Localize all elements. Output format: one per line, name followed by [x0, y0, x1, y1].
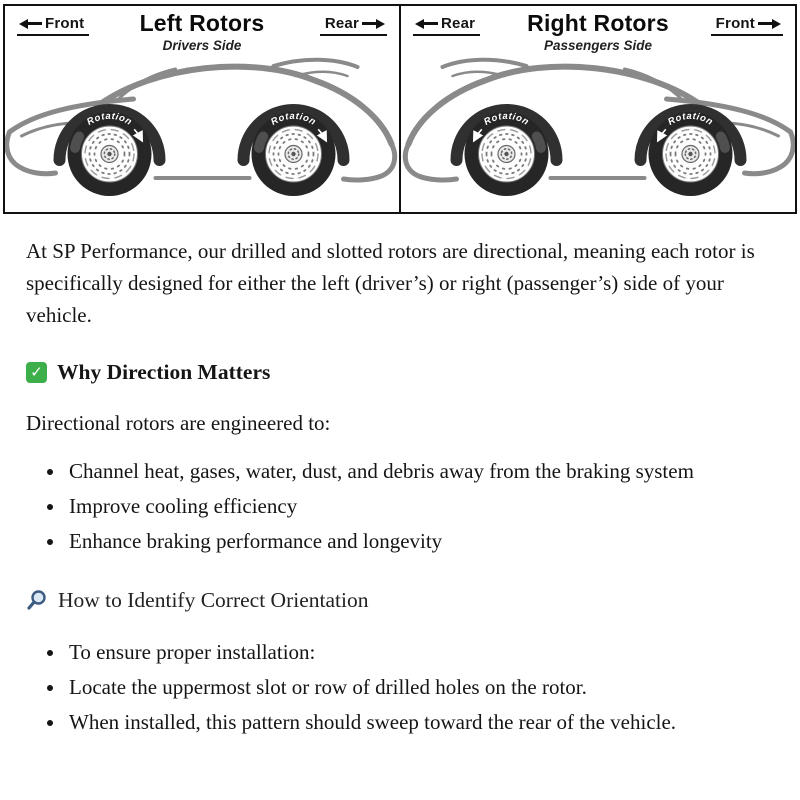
rotation-label: Rotation [666, 110, 716, 128]
front-arrow-label [711, 14, 783, 36]
arrow-right-icon [376, 19, 385, 29]
car-illustration-right [401, 54, 795, 212]
rotor-orientation-diagram [3, 4, 797, 214]
diagram-panel-left [5, 6, 399, 212]
list-item: • To ensure proper installation: [66, 637, 774, 669]
arrow-left-icon [19, 19, 28, 29]
arrow-right-icon [772, 19, 781, 29]
section-heading-why-direction-matters [26, 356, 774, 389]
arrow-tail [28, 22, 42, 25]
arrow-left-icon [415, 19, 424, 29]
direction-label: Front [715, 15, 755, 32]
direction-label: Rear [441, 15, 476, 32]
benefits-list [26, 456, 774, 558]
orientation-list [26, 637, 774, 739]
list-item: • Locate the uppermost slot or row of drilled holes on the rotor. [66, 672, 774, 704]
lead-paragraph: Directional rotors are engineered to: [26, 411, 331, 436]
panel-header [401, 6, 795, 52]
panel-title: Left Rotors [139, 10, 265, 36]
front-arrow-label [17, 14, 89, 36]
diagram-panel-right [399, 6, 795, 212]
panel-title: Right Rotors [527, 10, 669, 36]
panel-subtitle: Drivers Side [162, 38, 242, 53]
check-icon: ✓ [26, 362, 47, 383]
direction-label: Front [45, 15, 85, 32]
direction-label: Rear [324, 15, 359, 32]
list-item: • Channel heat, gases, water, dust, and debris away from the braking system [66, 456, 774, 488]
arrow-tail [758, 22, 772, 25]
rotation-label: Rotation [482, 110, 532, 128]
intro-paragraph: At SP Performance, our drilled and slotted rotors are directional, meaning each rotor is specifically designed for either the left (driver’s) or right (passenger’s) side of your vehicle. [26, 239, 755, 327]
rotation-label: Rotation [269, 110, 319, 128]
article-body [0, 214, 800, 768]
panel-header [5, 6, 399, 52]
rotation-label: Rotation [85, 110, 135, 128]
car-illustration-left [5, 54, 399, 212]
list-item: • When installed, this pattern should sweep toward the rear of the vehicle. [66, 707, 774, 739]
magnifier-icon [26, 589, 48, 611]
section-heading-identify-orientation [26, 584, 774, 617]
list-item: • Improve cooling efficiency [66, 491, 774, 523]
rear-arrow-label [413, 14, 480, 36]
rear-arrow-label [320, 14, 387, 36]
arrow-tail [362, 22, 376, 25]
arrow-tail [424, 22, 438, 25]
section-heading-text: How to Identify Correct Orientation [58, 588, 369, 613]
section-heading-text: Why Direction Matters [57, 359, 271, 384]
list-item: • Enhance braking performance and longevity [66, 526, 774, 558]
panel-subtitle: Passengers Side [543, 38, 653, 53]
